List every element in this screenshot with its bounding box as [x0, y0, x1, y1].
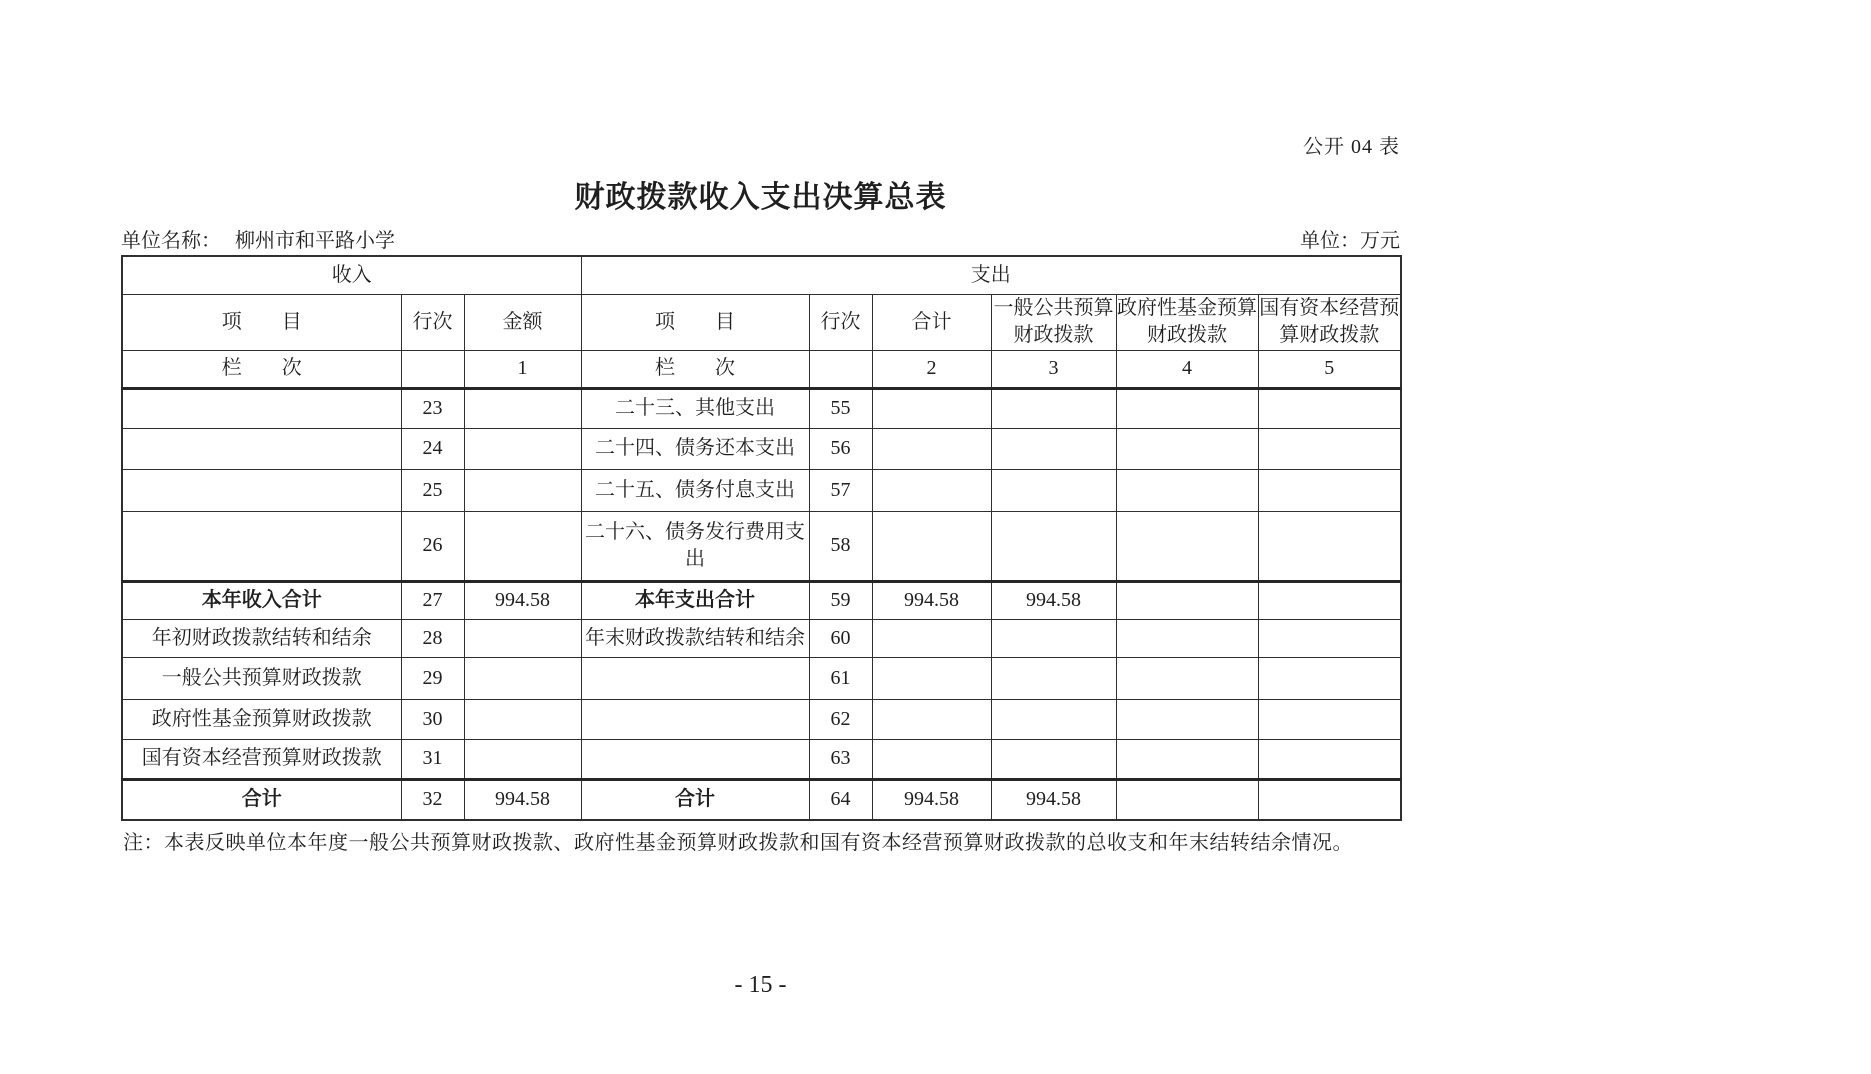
exp-gov-fund-cell	[1116, 428, 1258, 469]
exp-total-cell	[872, 388, 991, 428]
income-item-cell: 政府性基金预算财政拨款	[122, 699, 401, 739]
col-header-exp-item: 项 目	[581, 294, 809, 350]
col-header-income-item: 项 目	[122, 294, 401, 350]
form-number-label: 公开 04 表	[1303, 136, 1400, 158]
income-amount-cell	[464, 469, 581, 511]
exp-gov-fund-cell	[1116, 739, 1258, 779]
exp-gov-fund-cell	[1116, 657, 1258, 699]
exp-line-cell: 57	[809, 469, 872, 511]
currency-unit-label: 单位：万元	[1300, 230, 1400, 252]
exp-general-cell	[991, 428, 1116, 469]
exp-line-cell: 58	[809, 511, 872, 581]
exp-line-cell: 61	[809, 657, 872, 699]
income-amount-cell: 994.58	[464, 779, 581, 820]
income-amount-cell	[464, 511, 581, 581]
exp-gov-fund-cell	[1116, 699, 1258, 739]
exp-general-cell	[991, 619, 1116, 657]
col-header-income-amount: 金额	[464, 294, 581, 350]
income-line-cell: 23	[401, 388, 464, 428]
index-state-capital-no: 5	[1258, 350, 1401, 388]
income-line-cell: 25	[401, 469, 464, 511]
exp-state-capital-cell	[1258, 739, 1401, 779]
exp-item-cell: 二十六、债务发行费用支出	[581, 511, 809, 581]
index-total-no: 2	[872, 350, 991, 388]
income-amount-cell: 994.58	[464, 581, 581, 619]
income-amount-cell	[464, 657, 581, 699]
exp-line-cell: 64	[809, 779, 872, 820]
table-row	[122, 657, 1401, 699]
exp-state-capital-cell	[1258, 619, 1401, 657]
index-income-label: 栏 次	[122, 350, 401, 388]
exp-line-cell: 55	[809, 388, 872, 428]
income-line-cell: 32	[401, 779, 464, 820]
col-header-exp-gov-fund: 政府性基金预算财政拨款	[1116, 294, 1258, 350]
income-item-cell	[122, 469, 401, 511]
expenditure-section-header: 支出	[581, 256, 1401, 294]
unit-name-label: 单位名称：	[121, 230, 221, 252]
exp-item-cell: 二十三、其他支出	[581, 388, 809, 428]
exp-line-cell: 63	[809, 739, 872, 779]
exp-item-cell: 合计	[581, 779, 809, 820]
exp-line-cell: 60	[809, 619, 872, 657]
exp-state-capital-cell	[1258, 469, 1401, 511]
exp-gov-fund-cell	[1116, 619, 1258, 657]
index-income-line	[401, 350, 464, 388]
exp-total-cell	[872, 657, 991, 699]
exp-state-capital-cell	[1258, 388, 1401, 428]
income-line-cell: 26	[401, 511, 464, 581]
grand-total-row	[122, 779, 1401, 820]
exp-line-cell: 62	[809, 699, 872, 739]
exp-total-cell	[872, 739, 991, 779]
exp-item-cell	[581, 657, 809, 699]
exp-item-cell	[581, 699, 809, 739]
exp-state-capital-cell	[1258, 428, 1401, 469]
income-item-cell: 年初财政拨款结转和结余	[122, 619, 401, 657]
exp-total-cell	[872, 511, 991, 581]
exp-total-cell	[872, 619, 991, 657]
exp-line-cell: 59	[809, 581, 872, 619]
exp-general-cell	[991, 469, 1116, 511]
table-footnote: 注：本表反映单位本年度一般公共预算财政拨款、政府性基金预算财政拨款和国有资本经营预算财政拨款的总收支和年末结转结余情况。	[123, 832, 1353, 854]
unit-name-value: 柳州市和平路小学	[235, 230, 395, 252]
exp-general-cell	[991, 739, 1116, 779]
page-title: 财政拨款收入支出决算总表	[574, 181, 947, 214]
income-line-cell: 27	[401, 581, 464, 619]
income-line-cell: 31	[401, 739, 464, 779]
exp-gov-fund-cell	[1116, 511, 1258, 581]
table-row	[122, 388, 1401, 428]
index-general-no: 3	[991, 350, 1116, 388]
exp-item-cell: 年末财政拨款结转和结余	[581, 619, 809, 657]
col-header-income-line: 行次	[401, 294, 464, 350]
column-header-row	[122, 294, 1401, 350]
table-row	[122, 428, 1401, 469]
exp-gov-fund-cell	[1116, 388, 1258, 428]
exp-general-cell	[991, 388, 1116, 428]
income-amount-cell	[464, 619, 581, 657]
exp-total-cell	[872, 469, 991, 511]
col-header-exp-general: 一般公共预算财政拨款	[991, 294, 1116, 350]
income-amount-cell	[464, 428, 581, 469]
income-item-cell	[122, 388, 401, 428]
exp-state-capital-cell	[1258, 511, 1401, 581]
exp-item-cell: 二十五、债务付息支出	[581, 469, 809, 511]
income-amount-cell	[464, 388, 581, 428]
exp-total-cell	[872, 428, 991, 469]
income-section-header: 收入	[122, 256, 581, 294]
exp-total-cell	[872, 699, 991, 739]
exp-gov-fund-cell	[1116, 581, 1258, 619]
income-item-cell	[122, 428, 401, 469]
exp-general-cell	[991, 657, 1116, 699]
income-item-cell	[122, 511, 401, 581]
col-header-exp-state-capital: 国有资本经营预算财政拨款	[1258, 294, 1401, 350]
col-header-exp-line: 行次	[809, 294, 872, 350]
table-row	[122, 469, 1401, 511]
exp-total-cell: 994.58	[872, 581, 991, 619]
income-item-cell: 一般公共预算财政拨款	[122, 657, 401, 699]
exp-general-cell: 994.58	[991, 581, 1116, 619]
exp-item-cell: 本年支出合计	[581, 581, 809, 619]
col-header-exp-total: 合计	[872, 294, 991, 350]
exp-line-cell: 56	[809, 428, 872, 469]
exp-item-cell	[581, 739, 809, 779]
fiscal-summary-table	[121, 255, 1402, 821]
income-line-cell: 29	[401, 657, 464, 699]
income-amount-cell	[464, 699, 581, 739]
exp-state-capital-cell	[1258, 581, 1401, 619]
index-gov-fund-no: 4	[1116, 350, 1258, 388]
table-row	[122, 619, 1401, 657]
income-line-cell: 28	[401, 619, 464, 657]
income-item-cell: 本年收入合计	[122, 581, 401, 619]
income-item-cell: 合计	[122, 779, 401, 820]
table-row	[122, 511, 1401, 581]
exp-general-cell	[991, 699, 1116, 739]
income-line-cell: 30	[401, 699, 464, 739]
income-line-cell: 24	[401, 428, 464, 469]
exp-general-cell: 994.58	[991, 779, 1116, 820]
exp-total-cell: 994.58	[872, 779, 991, 820]
exp-state-capital-cell	[1258, 779, 1401, 820]
index-amount-no: 1	[464, 350, 581, 388]
exp-state-capital-cell	[1258, 657, 1401, 699]
table-row	[122, 739, 1401, 779]
index-exp-label: 栏 次	[581, 350, 809, 388]
income-amount-cell	[464, 739, 581, 779]
year-total-row	[122, 581, 1401, 619]
column-index-row	[122, 350, 1401, 388]
exp-gov-fund-cell	[1116, 469, 1258, 511]
index-exp-line	[809, 350, 872, 388]
exp-gov-fund-cell	[1116, 779, 1258, 820]
page-number: - 15 -	[734, 972, 787, 998]
unit-name-line	[121, 224, 395, 253]
meta-row	[121, 224, 1400, 253]
exp-item-cell: 二十四、债务还本支出	[581, 428, 809, 469]
exp-state-capital-cell	[1258, 699, 1401, 739]
section-header-row	[122, 256, 1401, 294]
income-item-cell: 国有资本经营预算财政拨款	[122, 739, 401, 779]
table-row	[122, 699, 1401, 739]
exp-general-cell	[991, 511, 1116, 581]
